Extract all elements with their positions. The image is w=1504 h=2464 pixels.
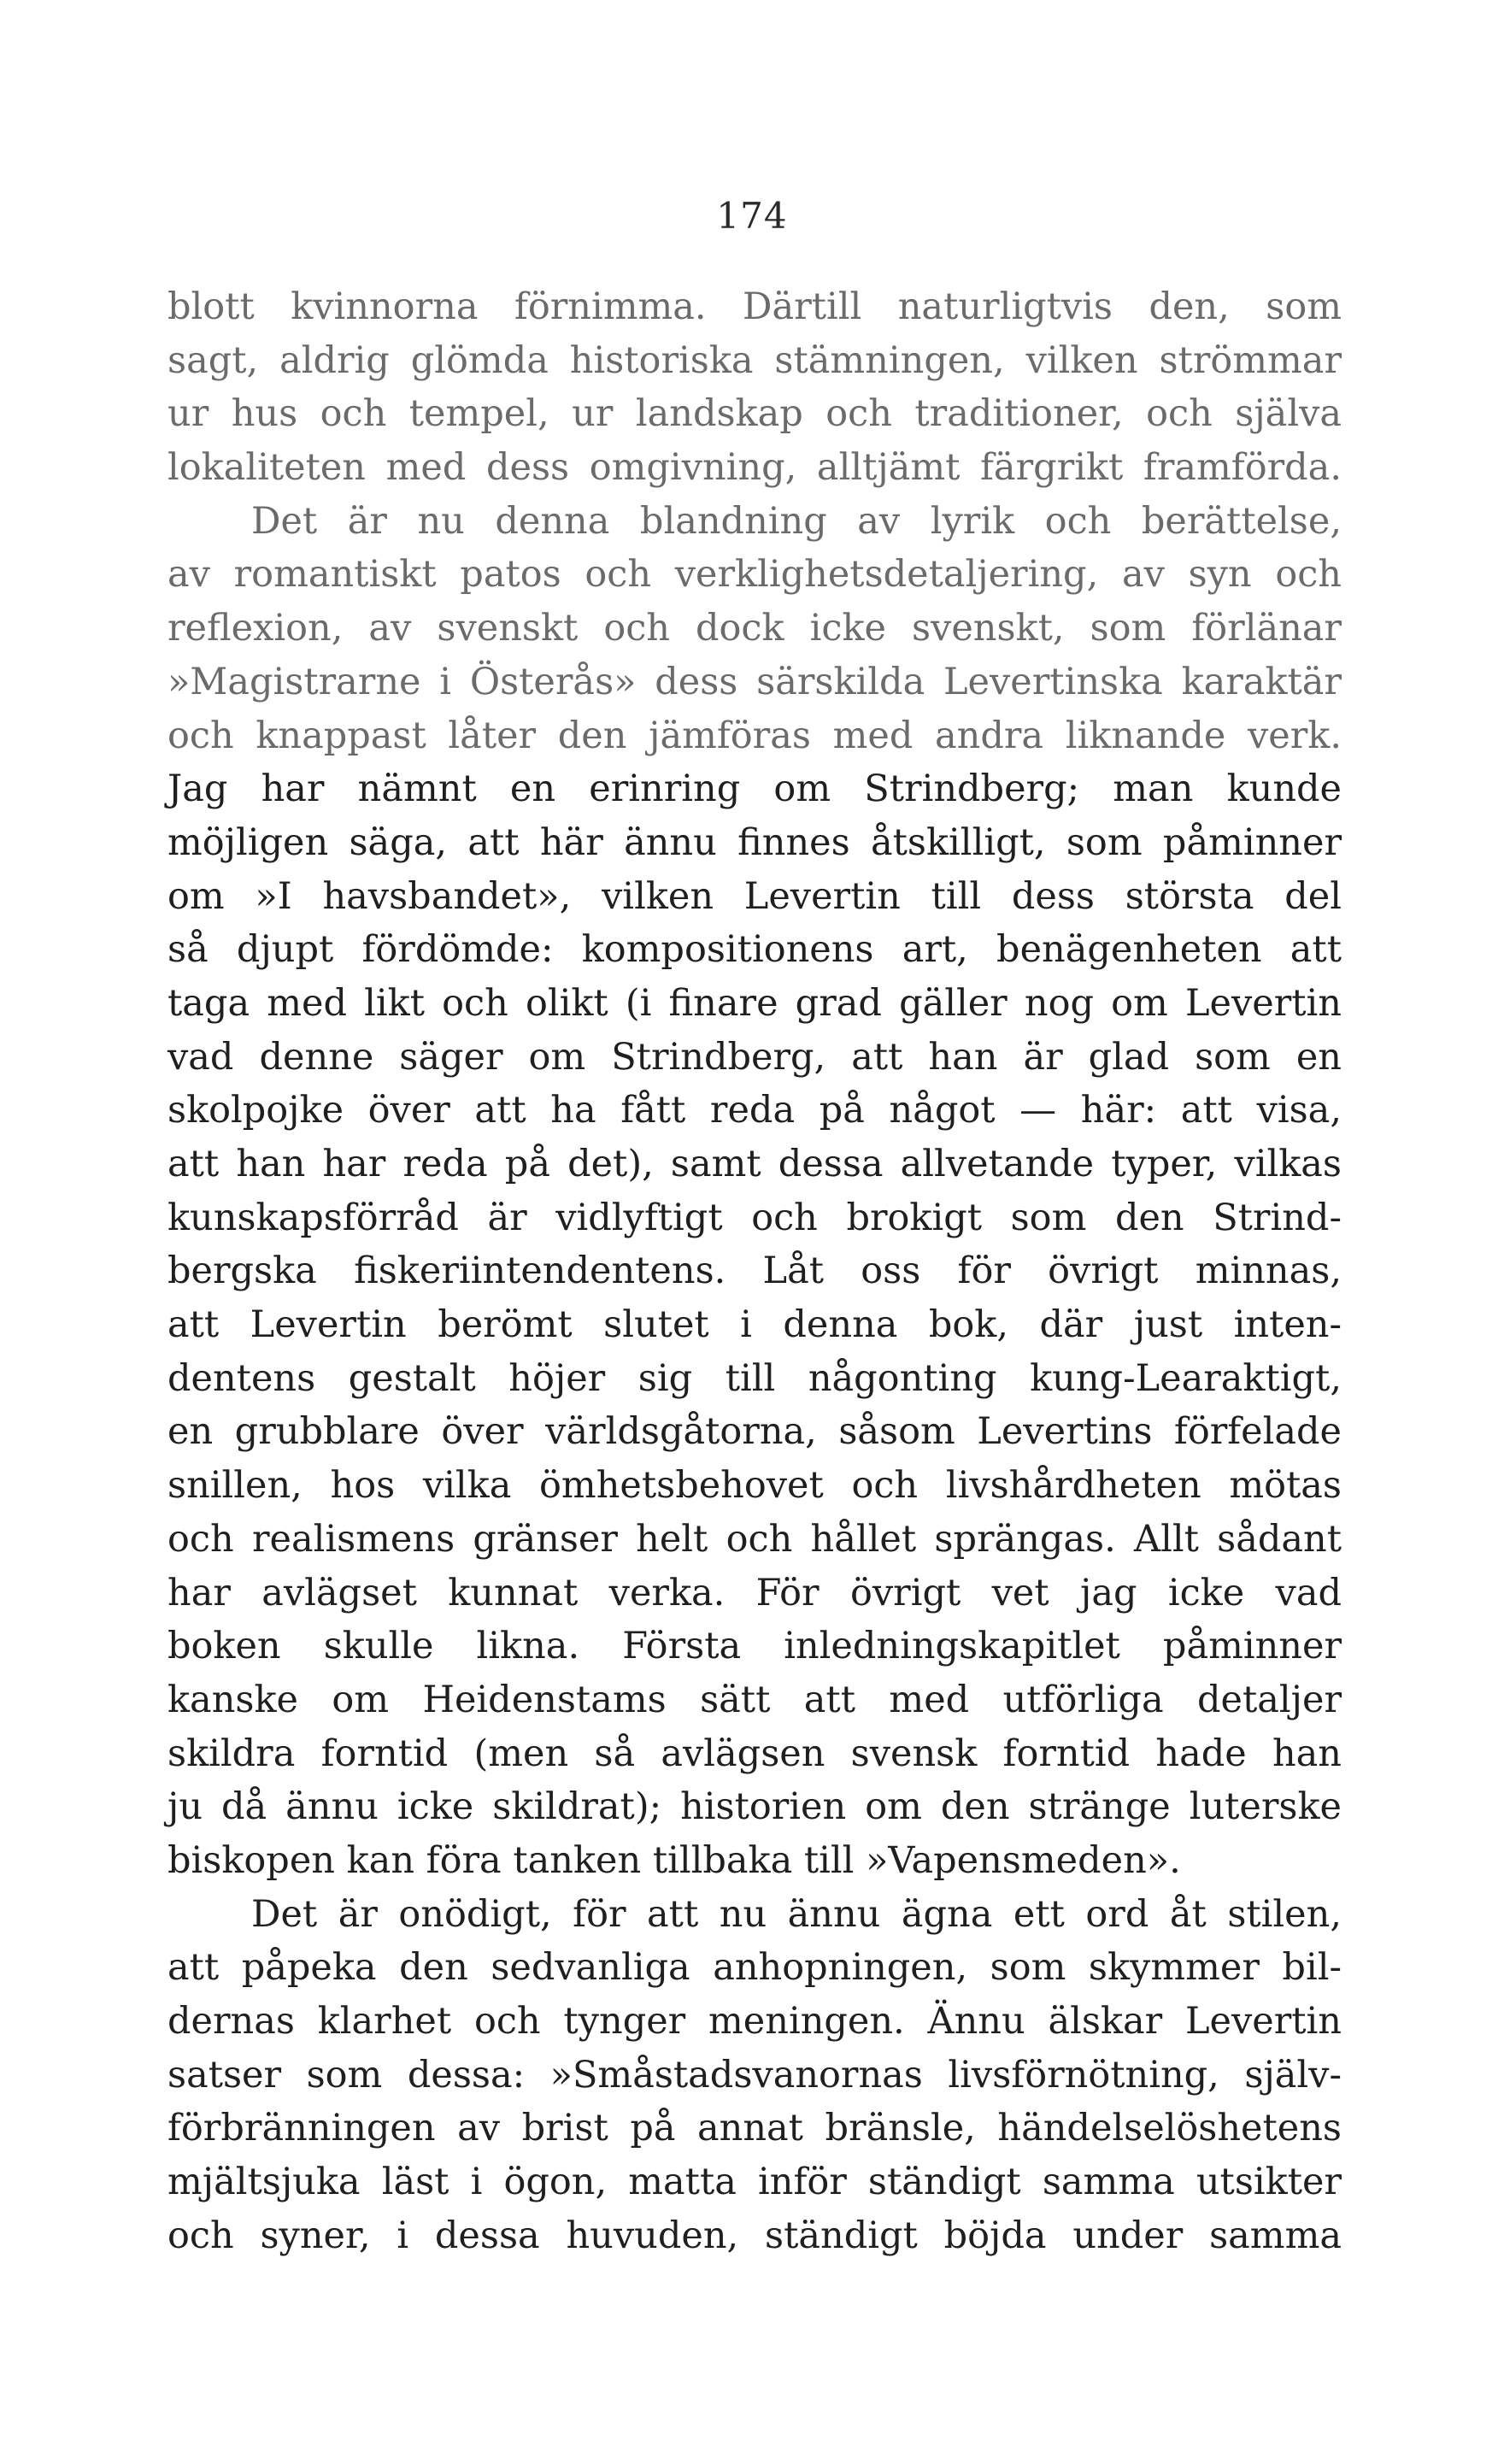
text-line: möjligen säga, att här ännu finnes åtskilligt, som påminner <box>167 820 1342 864</box>
body-text <box>167 280 1342 2262</box>
text-line: om »I havsbandet», vilken Levertin till dess största del <box>167 874 1342 918</box>
text-line: ju då ännu icke skildrat); historien om den stränge luterske <box>167 1785 1342 1829</box>
text-line: Det är onödigt, för att nu ännu ägna ett ord åt stilen, <box>251 1892 1342 1936</box>
text-line: bergska fiskeriintendentens. Låt oss för övrigt minnas, <box>167 1250 1342 1293</box>
text-line: biskopen kan föra tanken tillbaka till »Vapensmeden». <box>167 1838 1181 1882</box>
text-line: förbränningen av brist på annat bränsle, händelselöshetens <box>167 2107 1342 2150</box>
text-line: har avlägset kunnat verka. För övrigt vet jag icke vad <box>167 1571 1342 1614</box>
text-line: boken skulle likna. Första inledningskapitlet påminner <box>167 1625 1342 1668</box>
text-line: kanske om Heidenstams sätt att med utförliga detaljer <box>167 1678 1342 1721</box>
text-line: reflexion, av svenskt och dock icke svenskt, som förlänar <box>167 607 1342 650</box>
text-line: blott kvinnorna förnimma. Därtill naturligtvis den, som <box>167 285 1342 328</box>
text-line: så djupt fördömde: kompositionens art, benägenheten att <box>167 928 1342 972</box>
text-line: skolpojke över att ha fått reda på något — här: att visa, <box>167 1089 1342 1132</box>
text-line: och syner, i dessa huvuden, ständigt böjda under samma <box>167 2214 1342 2257</box>
page-number: 174 <box>716 195 788 237</box>
text-line: att Levertin berömt slutet i denna bok, där just inten- <box>167 1303 1342 1347</box>
text-line: snillen, hos vilka ömhetsbehovet och livshårdheten mötas <box>167 1464 1342 1508</box>
text-line: dernas klarhet och tynger meningen. Ännu älskar Levertin <box>167 2000 1342 2043</box>
text-line: satser som dessa: »Småstadsvanornas livsförnötning, själv- <box>167 2053 1342 2096</box>
text-line: av romantiskt patos och verklighetsdetaljering, av syn och <box>167 553 1342 597</box>
text-line: vad denne säger om Strindberg, att han är glad som en <box>167 1035 1342 1079</box>
text-line: ur hus och tempel, ur landskap och traditioner, och själva <box>167 392 1342 436</box>
text-line: Jag har nämnt en erinring om Strindberg; man kunde <box>167 767 1342 811</box>
text-line: kunskapsförråd är vidlyftigt och brokigt som den Strind- <box>167 1196 1342 1239</box>
text-line: skildra forntid (men så avlägsen svensk forntid hade han <box>167 1732 1342 1775</box>
text-line: »Magistrarne i Österås» dess särskilda Levertinska karaktär <box>167 660 1342 703</box>
text-line: Det är nu denna blandning av lyrik och berättelse, <box>251 499 1342 543</box>
text-line: taga med likt och olikt (i finare grad gäller nog om Levertin <box>167 981 1342 1025</box>
text-line: att påpeka den sedvanliga anhopningen, som skymmer bil- <box>167 1946 1342 1990</box>
text-line: lokaliteten med dess omgivning, alltjämt färgrikt framförda. <box>167 446 1342 490</box>
text-line: dentens gestalt höjer sig till någonting kung-Learaktigt, <box>167 1356 1342 1400</box>
text-line: sagt, aldrig glömda historiska stämningen, vilken strömmar <box>167 338 1342 382</box>
text-line: att han har reda på det), samt dessa allvetande typer, vilkas <box>167 1143 1342 1185</box>
text-line: och realismens gränser helt och hållet sprängas. Allt sådant <box>167 1517 1342 1561</box>
text-line: och knappast låter den jämföras med andra liknande verk. <box>167 714 1342 757</box>
text-line: mjältsjuka läst i ögon, matta inför ständigt samma utsikter <box>167 2161 1342 2204</box>
text-line: en grubblare över världsgåtorna, såsom Levertins förfelade <box>167 1410 1342 1454</box>
